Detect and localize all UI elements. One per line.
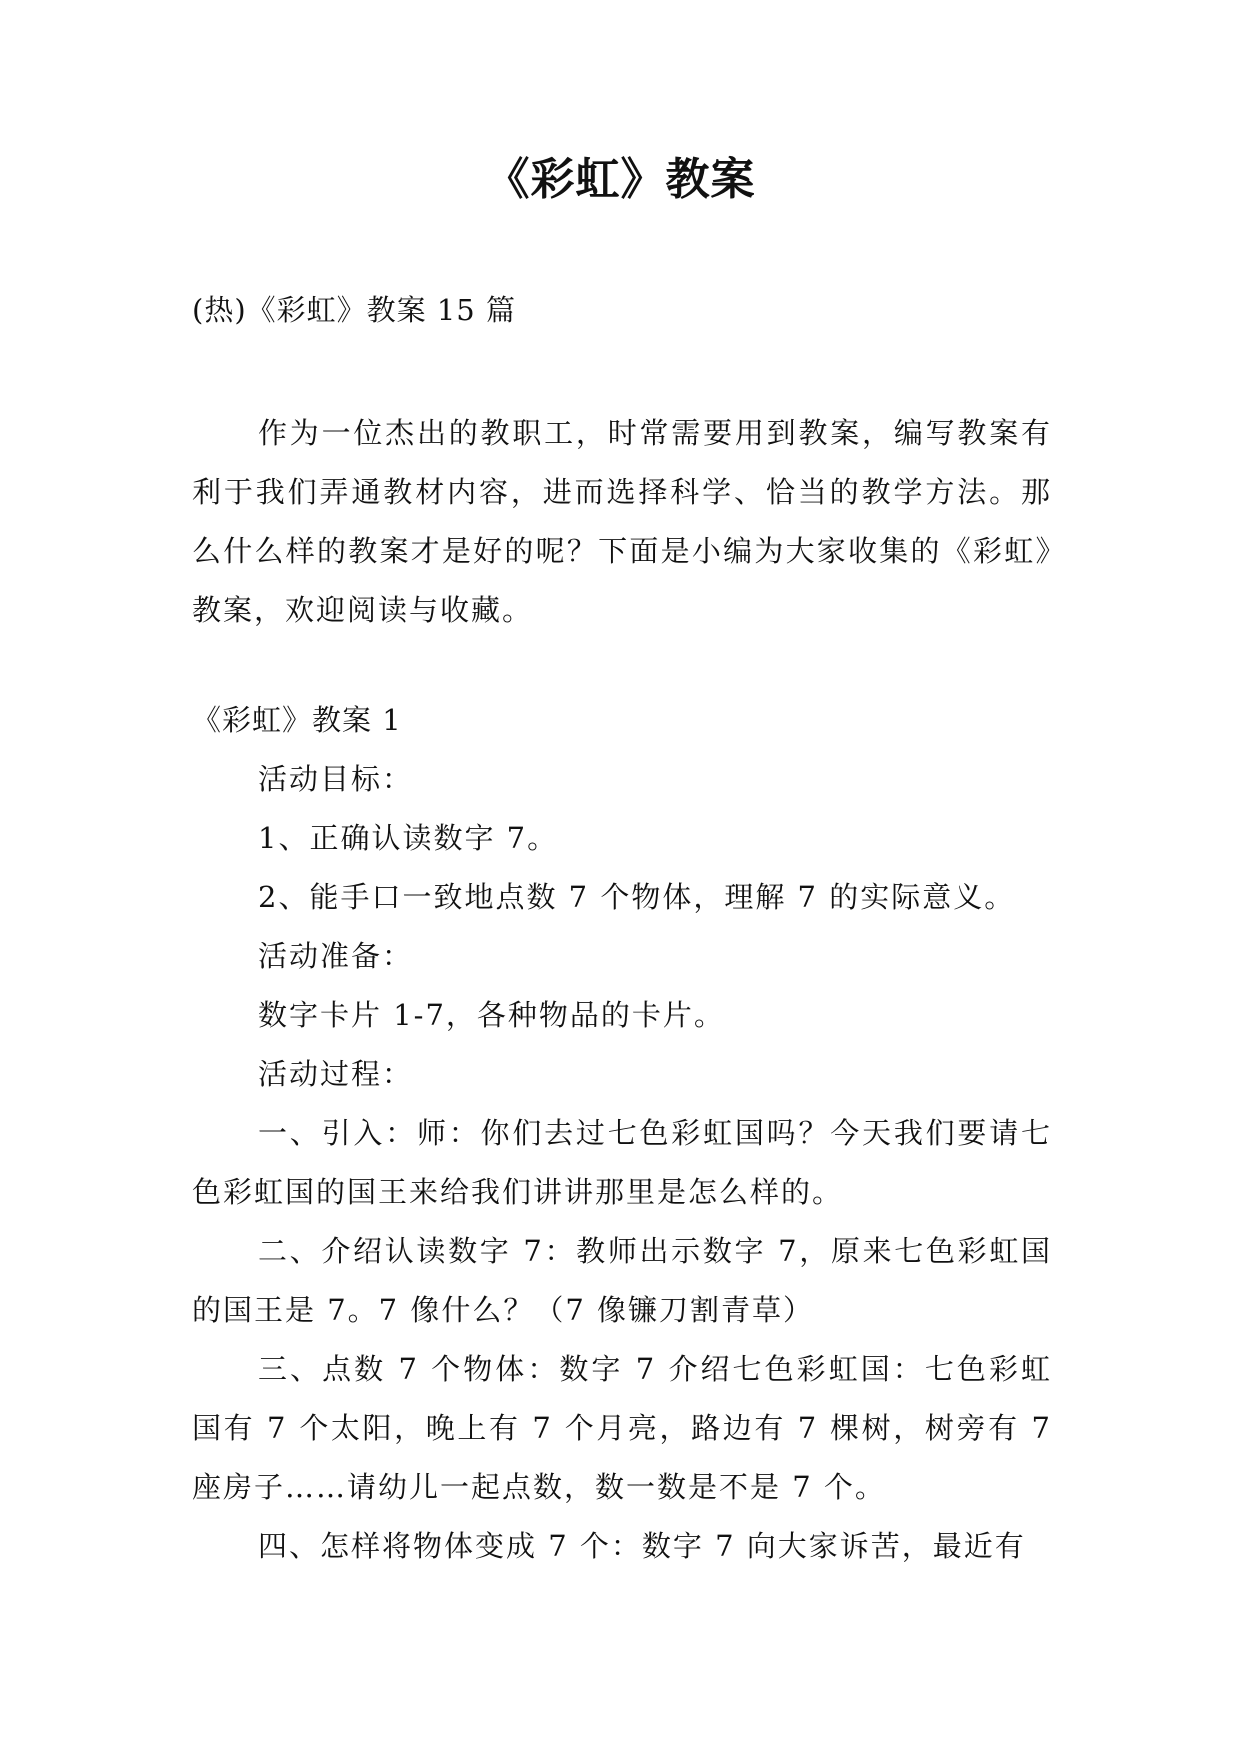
body-paragraph: 数字卡片 1-7，各种物品的卡片。 bbox=[258, 998, 725, 1032]
body-paragraph: 1、正确认读数字 7。 bbox=[258, 821, 559, 855]
intro-paragraph: 作为一位杰出的教职工，时常需要用到教案，编写教案有利于我们弄通教材内容，进而选择科学、恰当的教学方法。那么什么样的教案才是好的呢？下面是小编为大家收集的《彩虹》教案，欢迎阅读与收藏。 bbox=[192, 416, 1052, 627]
document-subtitle: (热)《彩虹》教案 15 篇 bbox=[192, 293, 516, 327]
section-body bbox=[192, 750, 1052, 1576]
body-paragraph: 活动目标： bbox=[258, 762, 414, 796]
document-title: 《彩虹》教案 bbox=[485, 154, 756, 205]
body-paragraph: 活动过程： bbox=[258, 1057, 414, 1091]
body-paragraph: 活动准备： bbox=[258, 939, 414, 973]
body-paragraph: 2、能手口一致地点数 7 个物体，理解 7 的实际意义。 bbox=[258, 880, 1016, 914]
body-paragraph: 三、点数 7 个物体：数字 7 介绍七色彩虹国：七色彩虹国有 7 个太阳，晚上有 7 个月亮，路边有 7 棵树，树旁有 7 座房子……请幼儿一起点数，数一数是不是 7 个。 bbox=[192, 1352, 1052, 1504]
body-paragraph: 一、引入：师：你们去过七色彩虹国吗？今天我们要请七色彩虹国的国王来给我们讲讲那里是怎么样的。 bbox=[192, 1116, 1052, 1209]
body-paragraph: 四、怎样将物体变成 7 个：数字 7 向大家诉苦，最近有 bbox=[258, 1529, 1026, 1563]
section-heading: 《彩虹》教案 1 bbox=[192, 703, 402, 737]
body-paragraph: 二、介绍认读数字 7：教师出示数字 7，原来七色彩虹国的国王是 7。7 像什么？（7 像镰刀割青草） bbox=[192, 1234, 1052, 1327]
